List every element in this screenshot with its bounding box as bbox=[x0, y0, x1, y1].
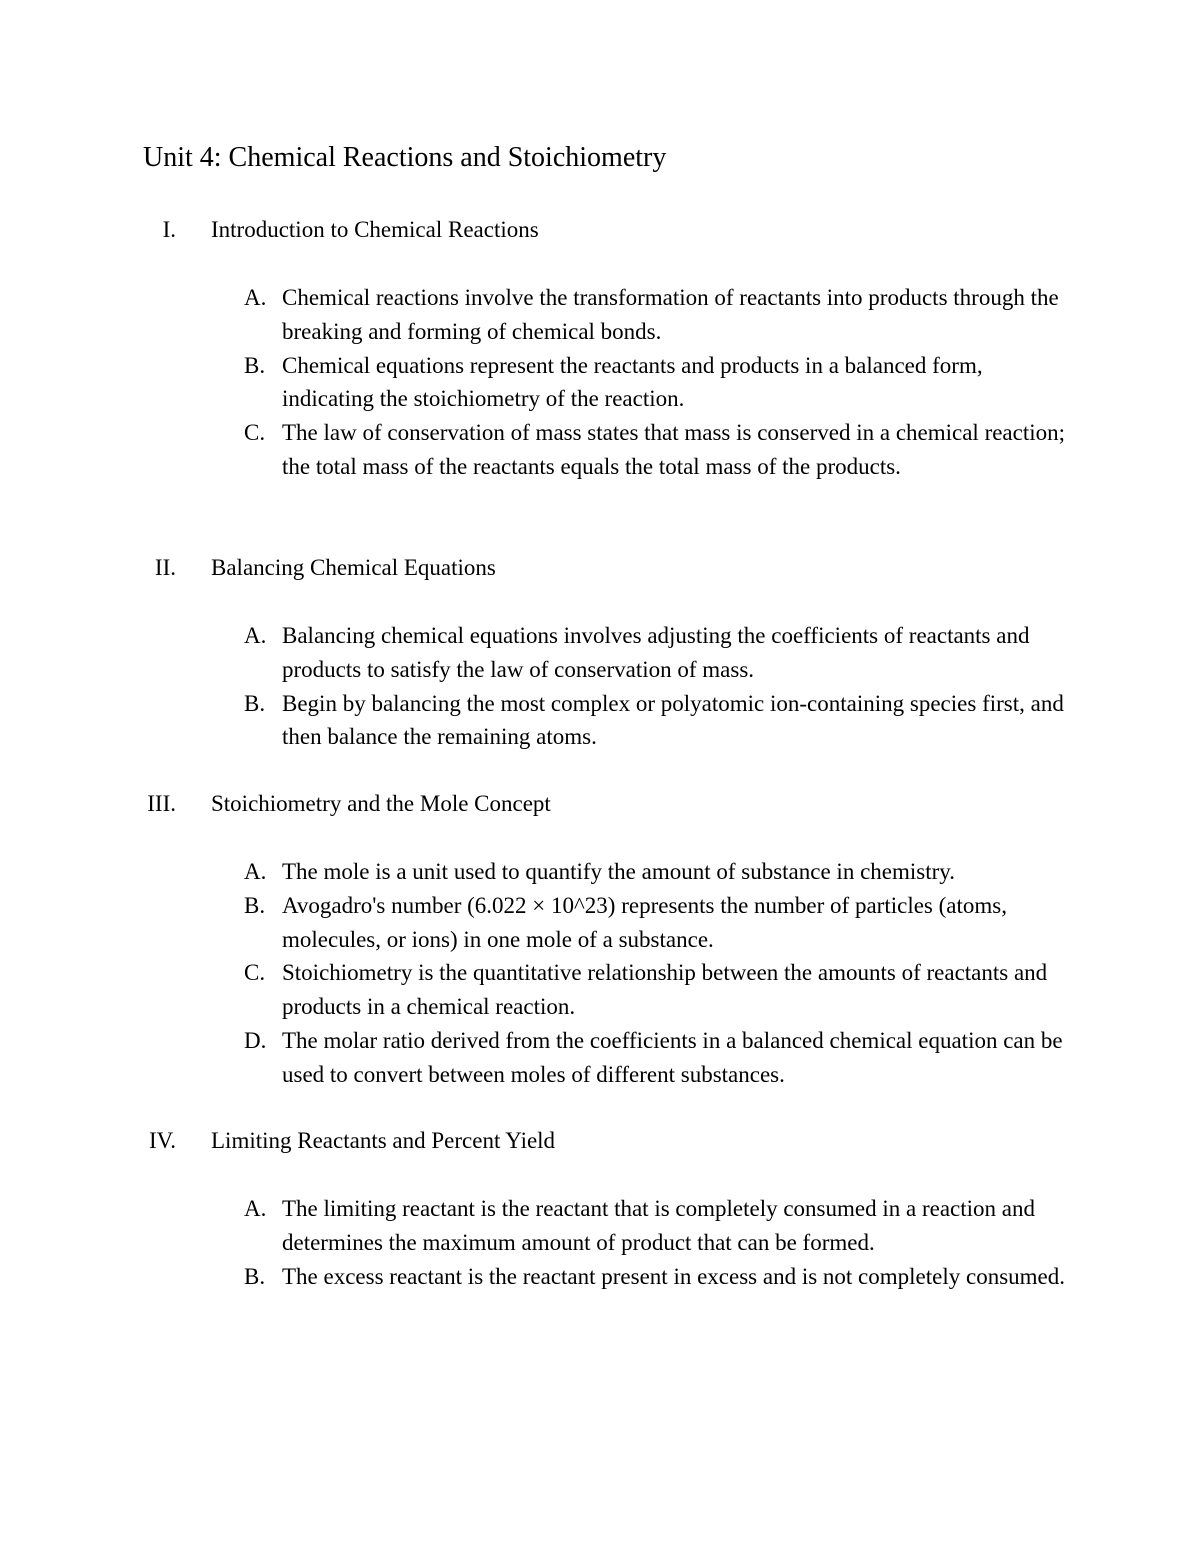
item-text: The law of conservation of mass states that mass is conserved in a chemical reaction; the total mass of the reactants equals the total mass of the products. bbox=[282, 420, 1066, 479]
section-item-list bbox=[0, 281, 1200, 484]
section-title: Balancing Chemical Equations bbox=[211, 555, 496, 580]
section-item-list bbox=[0, 1192, 1200, 1293]
item-text: Stoichiometry is the quantitative relationship between the amounts of reactants and products in a chemical reaction. bbox=[282, 960, 1048, 1020]
item-text: Chemical reactions involve the transformation of reactants into products through the breaking and forming of chemical bonds. bbox=[282, 285, 1059, 344]
item-letter: A. bbox=[244, 1196, 267, 1221]
item-text: The molar ratio derived from the coefficients in a balanced chemical equation can be used to convert between moles of different substances. bbox=[282, 1027, 1063, 1087]
list-item bbox=[0, 1260, 1072, 1294]
list-item bbox=[0, 619, 1072, 687]
item-text: Balancing chemical equations involves adjusting the coefficients of reactants and products to satisfy the law of conservation of mass. bbox=[282, 623, 1030, 682]
section-numeral: IV. bbox=[148, 1128, 176, 1153]
section-heading bbox=[0, 1124, 1200, 1158]
item-letter: B. bbox=[244, 352, 266, 378]
section-numeral: III. bbox=[147, 791, 176, 816]
section-balancing bbox=[0, 551, 1200, 770]
list-item bbox=[0, 416, 1072, 484]
document-title: Unit 4: Chemical Reactions and Stoichiometry bbox=[143, 142, 667, 173]
section-title: Introduction to Chemical Reactions bbox=[211, 217, 539, 242]
section-numeral: I. bbox=[162, 217, 176, 242]
section-numeral: II. bbox=[154, 555, 176, 580]
list-item bbox=[0, 956, 1072, 1024]
item-text: The limiting reactant is the reactant that is completely consumed in a reaction and determines the maximum amount of product that can be formed. bbox=[282, 1196, 1035, 1255]
section-title: Stoichiometry and the Mole Concept bbox=[211, 791, 551, 816]
item-letter: B. bbox=[244, 690, 266, 716]
item-letter: C. bbox=[244, 420, 266, 446]
section-heading bbox=[0, 787, 1200, 821]
section-stoichiometry bbox=[0, 787, 1200, 1108]
item-letter: C. bbox=[244, 960, 266, 986]
section-item-list bbox=[0, 855, 1200, 1092]
item-letter: B. bbox=[244, 1263, 266, 1289]
item-letter: D. bbox=[244, 1027, 267, 1053]
item-text: Avogadro's number (6.022 × 10^23) represents the number of particles (atoms, molecules, or ions) in one mole of a substance. bbox=[282, 892, 1007, 952]
list-item bbox=[0, 855, 1072, 889]
list-item bbox=[0, 349, 1072, 417]
item-text: The mole is a unit used to quantify the amount of substance in chemistry. bbox=[282, 859, 956, 884]
item-text: The excess reactant is the reactant present in excess and is not completely consumed. bbox=[282, 1263, 1065, 1289]
list-item bbox=[0, 889, 1072, 957]
section-heading bbox=[0, 551, 1200, 585]
list-item bbox=[0, 687, 1072, 755]
item-text: Chemical equations represent the reactants and products in a balanced form, indicating the stoichiometry of the reaction. bbox=[282, 352, 983, 412]
list-item bbox=[0, 281, 1072, 349]
section-title: Limiting Reactants and Percent Yield bbox=[211, 1128, 556, 1153]
section-heading bbox=[0, 213, 1200, 247]
section-item-list bbox=[0, 619, 1200, 754]
section-introduction bbox=[0, 213, 1200, 500]
item-letter: A. bbox=[244, 859, 267, 884]
section-limiting-reactants bbox=[0, 1124, 1200, 1309]
list-item bbox=[0, 1192, 1072, 1260]
item-text: Begin by balancing the most complex or polyatomic ion-containing species first, and then balance the remaining atoms. bbox=[282, 690, 1064, 750]
list-item bbox=[0, 1024, 1072, 1092]
item-letter: A. bbox=[244, 623, 267, 648]
item-letter: A. bbox=[244, 285, 267, 310]
item-letter: B. bbox=[244, 892, 266, 918]
